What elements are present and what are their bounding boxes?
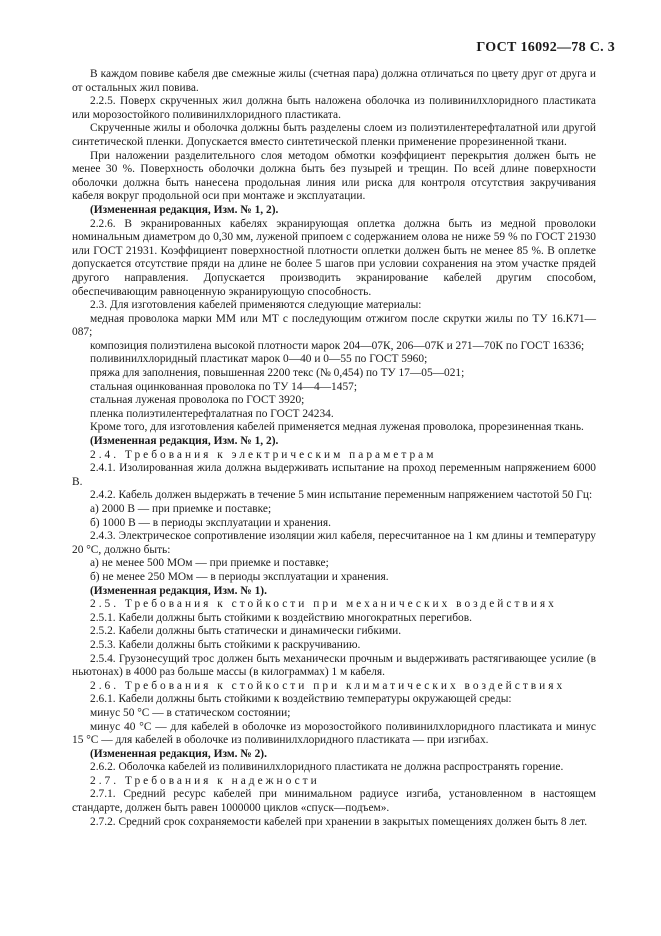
paragraph: 2.4.2. Кабель должен выдержать в течение 5 мин испытание переменным напряжением частотой 50 Гц: — [90, 489, 593, 502]
amendment-note: (Измененная редакция, Изм. № 2). — [90, 747, 267, 760]
paragraph: 2.4.3. Электрическое сопротивление изоляции жил кабеля, пересчитанное на 1 км длины и температуру 20 °С, должно быть: — [72, 530, 596, 556]
amendment-note: (Измененная редакция, Изм. № 1). — [90, 584, 267, 597]
paragraph: 2.4.1. Изолированная жила должна выдерживать испытание на проход переменным напряжением 6000 В. — [72, 462, 596, 488]
paragraph: а) не менее 500 МОм — при приемке и поставке; — [90, 557, 329, 570]
paragraph: 2.3. Для изготовления кабелей применяются следующие материалы: — [90, 299, 422, 312]
paragraph: 2.5.1. Кабели должны быть стойкими к воздействию многократных перегибов. — [90, 611, 472, 624]
paragraph: композиция полиэтилена высокой плотности марок 204—07К, 206—07К и 271—70К по ГОСТ 16336; — [90, 339, 585, 352]
document-body — [72, 68, 596, 829]
paragraph: 2.6.2. Оболочка кабелей из поливинилхлоридного пластиката не должна распространять горение. — [90, 761, 564, 774]
paragraph: Кроме того, для изготовления кабелей применяется медная луженая проволока, прорезиненная ткань. — [90, 421, 584, 434]
section-heading: 2.7. Требования к надежности — [90, 774, 320, 787]
section-heading: 2.5. Требования к стойкости при механических воздействиях — [90, 598, 557, 611]
paragraph: 2.5.4. Грузонесущий трос должен быть механически прочным и выдерживать растягивающее усилие (в ньютонах) в 4000 раз больше массы (в килограммах) 1 м кабеля. — [72, 652, 596, 679]
paragraph: В каждом повиве кабеля две смежные жилы (счетная пара) должна отличаться по цвету друг от друга и от остальных жил повива. — [72, 68, 596, 94]
paragraph: 2.2.5. Поверх скрученных жил должна быть наложена оболочка из поливинилхлоридного пластиката или морозостойкого поливинилхлоридного пластиката. — [72, 95, 596, 121]
paragraph: 2.6.1. Кабели должны быть стойкими к воздействию температуры окружающей среды: — [90, 693, 512, 706]
paragraph: б) не менее 250 МОм — в периоды эксплуатации и хранения. — [90, 570, 389, 583]
paragraph: медная проволока марки ММ или МТ с последующим отжигом после скрутки жилы по ТУ 16.К71—087; — [72, 312, 596, 339]
paragraph: поливинилхлоридный пластикат марок 0—40 и 0—55 по ГОСТ 5960; — [90, 353, 428, 366]
paragraph: 2.2.6. В экранированных кабелях экранирующая оплетка должна быть из медной проволоки номинальным диаметром до 0,30 мм, луженой припоем с содержанием олова не ниже 59 % по ГОСТ 21930 или ГОСТ 21931. Коэффициент поверхностной плотности оплетки должен быть не менее 85 %. В оплетке допускается отсутствие пряди на длине не более 5 шагов при условии сохранения на этом участке прядей другого направления. Допускается производить экранирование кабелей другим способом, обеспечивающим равноценную экранирующую способность. — [72, 217, 596, 298]
paragraph: При наложении разделительного слоя методом обмотки коэффициент перекрытия должен быть не менее 30 %. Поверхность оболочки должна быть без пузырей и трещин. По всей длине поверхности оболочки должна быть нанесена продольная линия или риска для контроля отсутствия закручивания кабеля вокруг продольной оси при монтаже и эксплуатации. — [72, 149, 596, 203]
amendment-note: (Измененная редакция, Изм. № 1, 2). — [90, 435, 279, 448]
paragraph: пленка полиэтилентерефталатная по ГОСТ 24234. — [90, 407, 334, 420]
paragraph: 2.7.1. Средний ресурс кабелей при минимальном радиусе изгиба, установленном в настоящем стандарте, должен быть равен 1000000 циклов «спуск—подъем». — [72, 788, 596, 815]
paragraph: пряжа для заполнения, повышенная 2200 текс (№ 0,454) по ТУ 17—05—021; — [90, 367, 465, 380]
paragraph: а) 2000 В — при приемке и поставке; — [90, 503, 272, 515]
paragraph: 2.7.2. Средний срок сохраняемости кабелей при хранении в закрытых помещениях должен быть 8 лет. — [90, 815, 588, 828]
paragraph: 2.5.2. Кабели должны быть статически и динамически гибкими. — [90, 625, 402, 638]
paragraph: Скрученные жилы и оболочка должны быть разделены слоем из полиэтилентерефталатной или другой синтетической пленки. Допускается вместо синтетической пленки применение прорезиненной ткани. — [72, 122, 596, 148]
section-heading: 2.6. Требования к стойкости при климатических воздействиях — [90, 679, 566, 692]
page-header: ГОСТ 16092—78 С. 3 — [476, 40, 615, 55]
paragraph: стальная луженая проволока по ГОСТ 3920; — [90, 394, 305, 407]
paragraph: стальная оцинкованная проволока по ТУ 14—4—1457; — [90, 380, 357, 393]
paragraph: минус 50 °С — в статическом состоянии; — [90, 706, 291, 719]
paragraph: б) 1000 В — в периоды эксплуатации и хранения. — [90, 516, 331, 529]
paragraph: 2.5.3. Кабели должны быть стойкими к раскручиванию. — [90, 638, 361, 651]
section-heading: 2.4. Требования к электрическим параметрам — [90, 448, 437, 461]
amendment-note: (Измененная редакция, Изм. № 1, 2). — [90, 203, 279, 216]
paragraph: минус 40 °С — для кабелей в оболочке из морозостойкого поливинилхлоридного пластиката и минус 15 °С — для кабелей в оболочке из поливинилхлоридного пластиката — при изгибах. — [72, 720, 596, 747]
